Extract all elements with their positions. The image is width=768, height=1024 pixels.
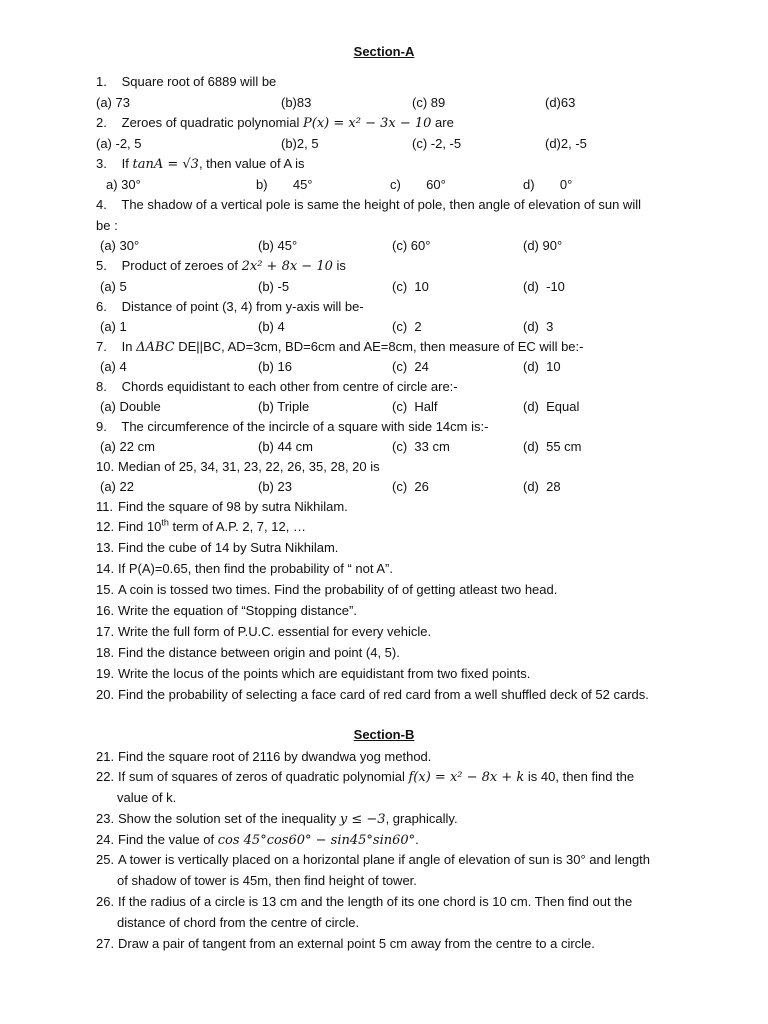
question-13: 13. Find the cube of 14 by Sutra Nikhilam. [96, 540, 339, 555]
question-27: 27. Draw a pair of tangent from an external point 5 cm away from the centre to a circle. [96, 936, 595, 951]
question-23: 23. Show the solution set of the inequality y ≤ −3, graphically. [96, 811, 458, 827]
q3-option-a: a) 30° [106, 177, 141, 192]
question-8: 8. Chords equidistant to each other from centre of circle are:- [96, 379, 458, 394]
q23-math: y ≤ −3 [339, 812, 386, 827]
q7-math: ΔABC [136, 340, 175, 355]
q8-option-d: (d) Equal [523, 399, 580, 414]
q1-option-c: (c) 89 [412, 95, 446, 110]
question-17: 17. Write the full form of P.U.C. essential for every vehicle. [96, 624, 432, 639]
q6-option-c: (c) 2 [392, 319, 422, 334]
q7-option-d: (d) 10 [523, 359, 561, 374]
question-19: 19. Write the locus of the points which are equidistant from two fixed points. [96, 666, 531, 681]
q6-option-a: (a) 1 [100, 319, 127, 334]
question-26: 26. If the radius of a circle is 13 cm and the length of its one chord is 10 cm. Then find out the [96, 894, 633, 909]
question-20: 20. Find the probability of selecting a face card of red card from a well shuffled deck of 52 cards. [96, 687, 649, 702]
q5-option-d: (d) -10 [523, 279, 565, 294]
q3-option-b: b) 45° [256, 177, 313, 192]
q1-option-b: (b)83 [281, 95, 312, 110]
question-1: 1. Square root of 6889 will be [96, 74, 277, 89]
question-10: 10. Median of 25, 34, 31, 23, 22, 26, 35, 28, 20 is [96, 459, 380, 474]
q9-option-a: (a) 22 cm [100, 439, 155, 454]
question-3: 3. If tanA = √3, then value of A is [96, 156, 305, 172]
q5-option-c: (c) 10 [392, 279, 429, 294]
question-5: 5. Product of zeroes of 2x² + 8x − 10 is [96, 258, 346, 274]
q4-option-a: (a) 30° [100, 238, 140, 253]
question-21: 21. Find the square root of 2116 by dwandwa yog method. [96, 749, 432, 764]
q9-option-b: (b) 44 cm [258, 439, 313, 454]
question-22: 22. If sum of squares of zeros of quadratic polynomial f(x) = x² − 8x + k is 40, then find the [96, 769, 635, 785]
question-24: 24. Find the value of cos 45°cos60° − sin45°sin60°. [96, 832, 419, 848]
q8-option-a: (a) Double [100, 399, 161, 414]
q2-option-b: (b)2, 5 [281, 136, 319, 151]
q2-option-c: (c) -2, -5 [412, 136, 462, 151]
question-6: 6. Distance of point (3, 4) from y-axis will be- [96, 299, 364, 314]
q5-option-a: (a) 5 [100, 279, 127, 294]
q24-math: cos 45°cos60° − sin45°sin60° [217, 833, 416, 848]
q1-option-d: (d)63 [545, 95, 576, 110]
question-16: 16. Write the equation of “Stopping distance”. [96, 603, 357, 618]
q4-option-b: (b) 45° [258, 238, 298, 253]
question-12: 12. Find 10th term of A.P. 2, 7, 12, … [96, 517, 306, 534]
q3-option-d: d) 0° [523, 177, 573, 192]
q25-continuation: of shadow of tower is 45m, then find height of tower. [117, 873, 417, 888]
q4-option-d: (d) 90° [523, 238, 563, 253]
q3-math: tanA = √3 [132, 157, 199, 172]
q5-option-b: (b) -5 [258, 279, 290, 294]
question-9: 9. The circumference of the incircle of a square with side 14cm is:- [96, 419, 489, 434]
q10-option-a: (a) 22 [100, 479, 134, 494]
q6-option-b: (b) 4 [258, 319, 285, 334]
question-11: 11. Find the square of 98 by sutra Nikhilam. [96, 499, 348, 514]
q26-continuation: distance of chord from the centre of circle. [117, 915, 360, 930]
q22-continuation: value of k. [117, 790, 177, 805]
section-b-title: Section-B [353, 727, 415, 742]
q6-option-d: (d) 3 [523, 319, 554, 334]
q7-option-c: (c) 24 [392, 359, 429, 374]
q10-option-d: (d) 28 [523, 479, 561, 494]
question-2: 2. Zeroes of quadratic polynomial P(x) = x² − 3x − 10 are [96, 115, 454, 131]
q2-math: P(x) = x² − 3x − 10 [303, 116, 432, 131]
q4-option-c: (c) 60° [392, 238, 431, 253]
section-a-title: Section-A [353, 44, 415, 59]
q4-continuation: be : [96, 218, 118, 233]
q5-math: 2x² + 8x − 10 [241, 259, 333, 274]
q2-option-a: (a) -2, 5 [96, 136, 142, 151]
question-14: 14. If P(A)=0.65, then find the probability of “ not A”. [96, 561, 393, 576]
q22-math: f(x) = x² − 8x + k [408, 770, 525, 785]
q2-option-d: (d)2, -5 [545, 136, 587, 151]
q7-option-b: (b) 16 [258, 359, 292, 374]
q10-option-c: (c) 26 [392, 479, 429, 494]
q9-option-c: (c) 33 cm [392, 439, 450, 454]
q9-option-d: (d) 55 cm [523, 439, 582, 454]
question-25: 25. A tower is vertically placed on a horizontal plane if angle of elevation of sun is 30° and length [96, 852, 651, 867]
q7-option-a: (a) 4 [100, 359, 127, 374]
q1-option-a: (a) 73 [96, 95, 130, 110]
question-18: 18. Find the distance between origin and point (4, 5). [96, 645, 400, 660]
question-4: 4. The shadow of a vertical pole is same the height of pole, then angle of elevation of sun will [96, 197, 641, 212]
q3-option-c: c) 60° [390, 177, 446, 192]
q8-option-b: (b) Triple [258, 399, 310, 414]
q10-option-b: (b) 23 [258, 479, 292, 494]
q8-option-c: (c) Half [392, 399, 438, 414]
question-7: 7. In ΔABC DE||BC, AD=3cm, BD=6cm and AE=8cm, then measure of EC will be:- [96, 339, 584, 355]
question-15: 15. A coin is tossed two times. Find the probability of of getting atleast two head. [96, 582, 558, 597]
